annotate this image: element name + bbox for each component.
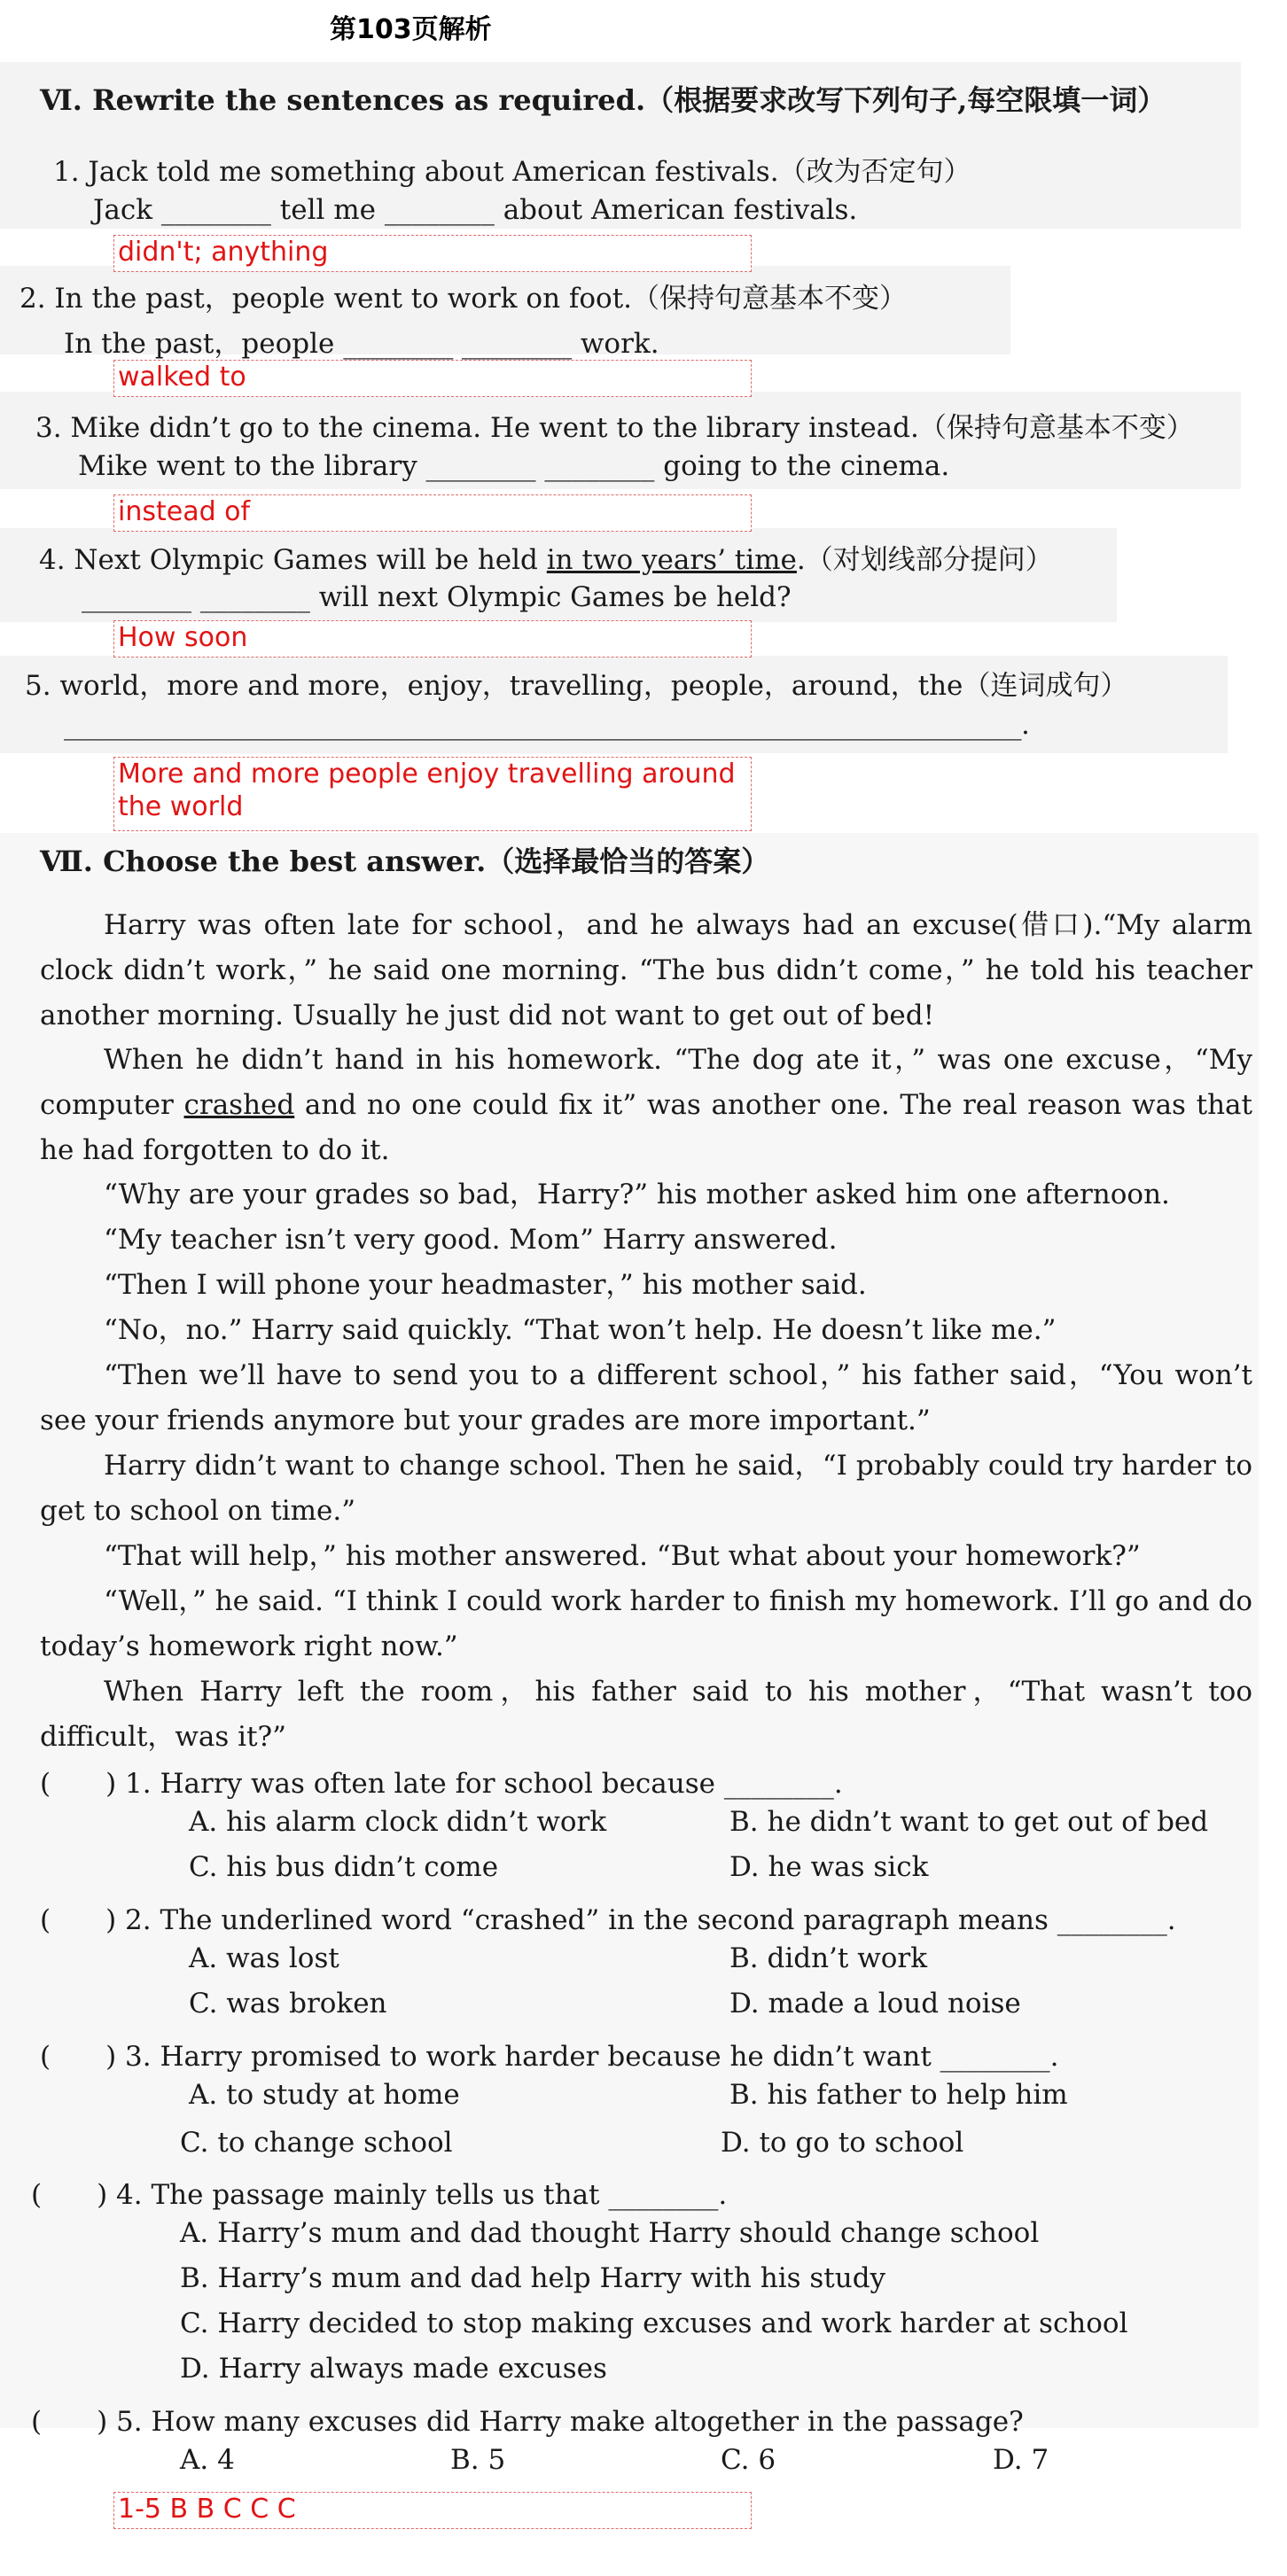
section7-title: Ⅶ. Choose the best answer.（选择最恰当的答案） [40, 844, 770, 878]
question-2-option-c: C. was broken [189, 1988, 387, 2020]
q6-2-line: In the past，people ________ ________ work. [64, 328, 659, 360]
passage-paragraph-6: “No，no.” Harry said quickly. “That won’t help. He doesn’t like me.” [104, 1314, 1057, 1346]
q6-4-prompt-pre: 4. Next Olympic Games will be held [39, 544, 547, 576]
question-4-option-a: A. Harry’s mum and dad thought Harry should change school [180, 2217, 1040, 2249]
question-4-option-b: B. Harry’s mum and dad help Harry with his study [180, 2262, 886, 2294]
question-3-option-b: B. his father to help him [729, 2079, 1068, 2111]
question-4-option-c: C. Harry decided to stop making excuses and work harder at school [180, 2308, 1128, 2339]
q6-1-line: Jack ________ tell me ________ about American festivals. [93, 194, 858, 226]
question-5-option-b: B. 5 [450, 2444, 506, 2476]
passage-paragraph-10: “Well，” he said. “I think I could work harder to finish my homework. I’ll go and do today’s homework right now.” [40, 1585, 1252, 1662]
question-2-option-a: A. was lost [189, 1942, 339, 1974]
passage-paragraph-8: Harry didn’t want to change school. Then he said，“I probably could try harder to get to school on time.” [40, 1450, 1252, 1527]
question-1-option-a: A. his alarm clock didn’t work [189, 1806, 607, 1838]
question-1-option-b: B. he didn’t want to get out of bed [729, 1806, 1209, 1838]
question-1-option-c: C. his bus didn’t come [189, 1851, 499, 1883]
answer-box-3: instead of [113, 494, 752, 532]
question-5-option-a: A. 4 [180, 2444, 235, 2476]
question-2-stem: ( ) 2. The underlined word “crashed” in the second paragraph means ________. [40, 1904, 1176, 1936]
q6-4-underlined-phrase: in two years’ time [546, 544, 797, 576]
passage-paragraph-1: Harry was often late for school，and he always had an excuse(借口).“My alarm clock didn’t work，” he said one morning. “The bus didn’t come，” he told his teacher another morning. Usually he just did not want to get out of bed! [40, 909, 1252, 1031]
question-3-stem: ( ) 3. Harry promised to work harder because he didn’t want ________. [40, 2041, 1059, 2073]
answer-box-5: More and more people enjoy travelling around the world [113, 757, 752, 831]
question-2-option-b: B. didn’t work [729, 1942, 928, 1974]
q6-4-line: ________ ________ will next Olympic Games be held? [82, 581, 792, 613]
q6-5-line: ________________________________________________________________________. [64, 709, 1030, 741]
passage-paragraph-7: “Then we’ll have to send you to a different school，” his father said，“You won’t see your friends anymore but your grades are more important.” [40, 1359, 1252, 1436]
question-2-option-d: D. made a loud noise [729, 1988, 1021, 2020]
passage-paragraph-9: “That will help，” his mother answered. “But what about your homework?” [104, 1540, 1141, 1572]
answer-box-1: didn't; anything [113, 235, 752, 272]
question-4-stem: ( ) 4. The passage mainly tells us that ________. [31, 2179, 728, 2211]
passage-paragraph-5: “Then I will phone your headmaster，” his mother said. [104, 1269, 867, 1301]
q6-1-prompt: 1. Jack told me something about American festivals.（改为否定句） [53, 156, 971, 188]
paragraph-2-pre: When he didn’t hand in his homework. “The dog ate it，” was one excuse，“My computer [40, 1044, 1252, 1121]
q6-5-prompt: 5. world，more and more，enjoy，travelling，people，around，the（连词成句） [25, 670, 1128, 702]
paragraph-2-post: and no one could fix it” was another one. The real reason was that he had forgotten to do it. [40, 1089, 1252, 1166]
underlined-word-crashed: crashed [183, 1089, 295, 1121]
section6-title: Ⅵ. Rewrite the sentences as required.（根据要求改写下列句子,每空限填一词） [40, 83, 1166, 117]
passage-paragraph-4: “My teacher isn’t very good. Mom” Harry answered. [104, 1224, 838, 1256]
answer-box-section7: 1-5 B B C C C [113, 2492, 752, 2529]
question-3-option-d: D. to go to school [721, 2127, 964, 2159]
q6-2-prompt: 2. In the past，people went to work on foot.（保持句意基本不变） [20, 283, 908, 315]
q6-4-prompt-post: .（对划线部分提问） [796, 544, 1053, 576]
passage-paragraph-11: When Harry left the room，his father said to his mother，“That wasn’t too difficult，was it?” [40, 1676, 1252, 1753]
passage-paragraph-2 [40, 1038, 1252, 1173]
passage-paragraph-3: “Why are your grades so bad，Harry?” his mother asked him one afternoon. [104, 1179, 1170, 1210]
answer-box-4: How soon [113, 620, 752, 658]
q6-3-prompt: 3. Mike didn’t go to the cinema. He went to the library instead.（保持句意基本不变） [35, 412, 1194, 444]
question-1-option-d: D. he was sick [729, 1851, 929, 1883]
page-title: 第103页解析 [330, 14, 492, 45]
question-5-option-c: C. 6 [721, 2444, 776, 2476]
q6-3-line: Mike went to the library ________ ________ going to the cinema. [78, 450, 950, 482]
q6-4-prompt [39, 537, 1053, 577]
question-3-option-a: A. to study at home [189, 2079, 460, 2111]
question-1-stem: ( ) 1. Harry was often late for school because ________. [40, 1768, 843, 1800]
question-3-option-c: C. to change school [180, 2127, 453, 2159]
answer-box-2: walked to [113, 360, 752, 397]
question-5-stem: ( ) 5. How many excuses did Harry make altogether in the passage? [31, 2406, 1024, 2438]
question-4-option-d: D. Harry always made excuses [180, 2353, 607, 2385]
question-5-option-d: D. 7 [993, 2444, 1049, 2476]
